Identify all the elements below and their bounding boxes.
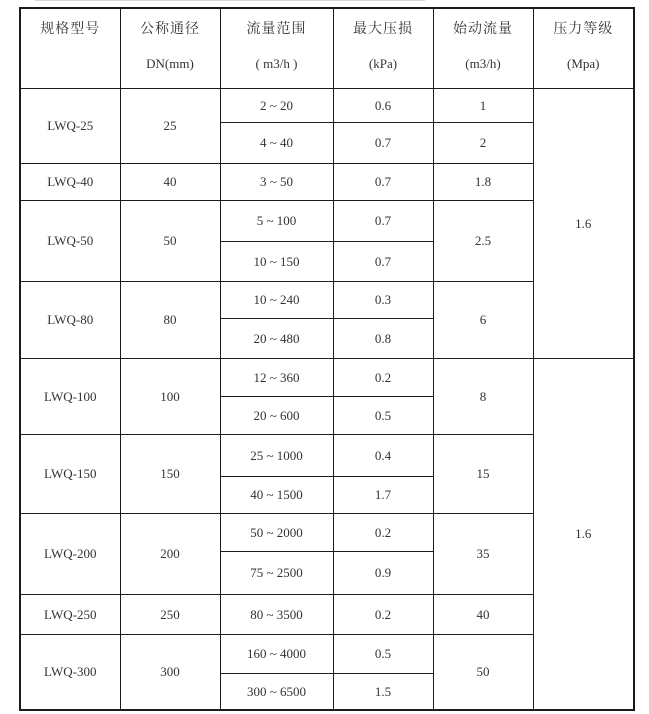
cell-max-loss: 0.3	[333, 281, 433, 318]
cell-flow-range: 3 ~ 50	[220, 163, 333, 200]
cell-dn: 150	[120, 434, 220, 513]
cell-dn: 50	[120, 200, 220, 281]
cell-dn: 80	[120, 281, 220, 358]
table-row	[20, 88, 634, 122]
cell-model: LWQ-80	[20, 281, 120, 358]
header-pressure-class-title: 压力等级	[553, 22, 614, 37]
cell-max-loss: 1.7	[333, 476, 433, 513]
cell-max-loss: 0.7	[333, 241, 433, 281]
cell-model: LWQ-100	[20, 358, 120, 434]
cell-flow-range: 80 ~ 3500	[220, 594, 333, 634]
cell-max-loss: 0.2	[333, 513, 433, 551]
cell-flow-range: 75 ~ 2500	[220, 551, 333, 594]
header-start-flow-title: 始动流量	[453, 22, 513, 37]
cell-max-loss: 0.7	[333, 122, 433, 163]
cell-flow-range: 20 ~ 480	[220, 318, 333, 358]
header-max-loss-title: 最大压损	[353, 22, 413, 37]
cell-flow-range: 4 ~ 40	[220, 122, 333, 163]
cell-model: LWQ-50	[20, 200, 120, 281]
cell-max-loss: 0.5	[333, 634, 433, 673]
header-max-loss-unit: (kPa)	[368, 56, 398, 71]
header-cell-flow-range	[220, 8, 333, 88]
header-dn-unit: DN(mm)	[146, 56, 194, 71]
cell-start-flow: 2	[433, 122, 533, 163]
cell-flow-range: 40 ~ 1500	[220, 476, 333, 513]
header-model-title: 规格型号	[40, 22, 101, 37]
cell-dn: 200	[120, 513, 220, 594]
cell-start-flow: 40	[433, 594, 533, 634]
cell-max-loss: 0.6	[333, 88, 433, 122]
cell-dn: 25	[120, 88, 220, 163]
cell-model: LWQ-40	[20, 163, 120, 200]
cell-flow-range: 2 ~ 20	[220, 88, 333, 122]
header-cell-dn	[120, 8, 220, 88]
table-row	[20, 358, 634, 396]
header-cell-max-loss	[333, 8, 433, 88]
header-cell-start-flow	[433, 8, 533, 88]
cell-model: LWQ-300	[20, 634, 120, 710]
cell-dn: 100	[120, 358, 220, 434]
cell-pressure-class: 1.6	[533, 358, 634, 710]
header-start-flow-unit: (m3/h)	[465, 56, 501, 71]
cell-model: LWQ-250	[20, 594, 120, 634]
cell-max-loss: 0.4	[333, 434, 433, 476]
header-flow-range-unit: ( m3/h )	[255, 56, 298, 71]
cell-model: LWQ-200	[20, 513, 120, 594]
cell-flow-range: 50 ~ 2000	[220, 513, 333, 551]
cell-max-loss: 0.8	[333, 318, 433, 358]
cell-flow-range: 12 ~ 360	[220, 358, 333, 396]
cell-max-loss: 0.5	[333, 396, 433, 434]
cell-max-loss: 0.9	[333, 551, 433, 594]
cell-max-loss: 1.5	[333, 673, 433, 710]
header-cell-model	[20, 8, 120, 88]
header-row	[20, 8, 634, 88]
cell-start-flow: 50	[433, 634, 533, 710]
cell-start-flow: 15	[433, 434, 533, 513]
cell-dn: 250	[120, 594, 220, 634]
page-edge-artifact	[35, 0, 425, 1]
cell-flow-range: 160 ~ 4000	[220, 634, 333, 673]
cell-start-flow: 1	[433, 88, 533, 122]
cell-dn: 300	[120, 634, 220, 710]
header-pressure-class-unit: (Mpa)	[567, 56, 600, 71]
cell-max-loss: 0.2	[333, 594, 433, 634]
flowmeter-spec-table	[19, 7, 635, 711]
cell-start-flow: 6	[433, 281, 533, 358]
cell-dn: 40	[120, 163, 220, 200]
cell-flow-range: 300 ~ 6500	[220, 673, 333, 710]
cell-flow-range: 10 ~ 240	[220, 281, 333, 318]
header-cell-pressure-class	[533, 8, 634, 88]
cell-flow-range: 20 ~ 600	[220, 396, 333, 434]
cell-start-flow: 35	[433, 513, 533, 594]
cell-flow-range: 25 ~ 1000	[220, 434, 333, 476]
cell-flow-range: 5 ~ 100	[220, 200, 333, 241]
cell-max-loss: 0.7	[333, 163, 433, 200]
cell-max-loss: 0.2	[333, 358, 433, 396]
cell-start-flow: 2.5	[433, 200, 533, 281]
header-flow-range-title: 流量范围	[246, 22, 307, 37]
cell-max-loss: 0.7	[333, 200, 433, 241]
cell-model: LWQ-150	[20, 434, 120, 513]
cell-flow-range: 10 ~ 150	[220, 241, 333, 281]
cell-model: LWQ-25	[20, 88, 120, 163]
cell-start-flow: 1.8	[433, 163, 533, 200]
cell-start-flow: 8	[433, 358, 533, 434]
cell-pressure-class: 1.6	[533, 88, 634, 358]
header-dn-title: 公称通径	[140, 22, 200, 37]
